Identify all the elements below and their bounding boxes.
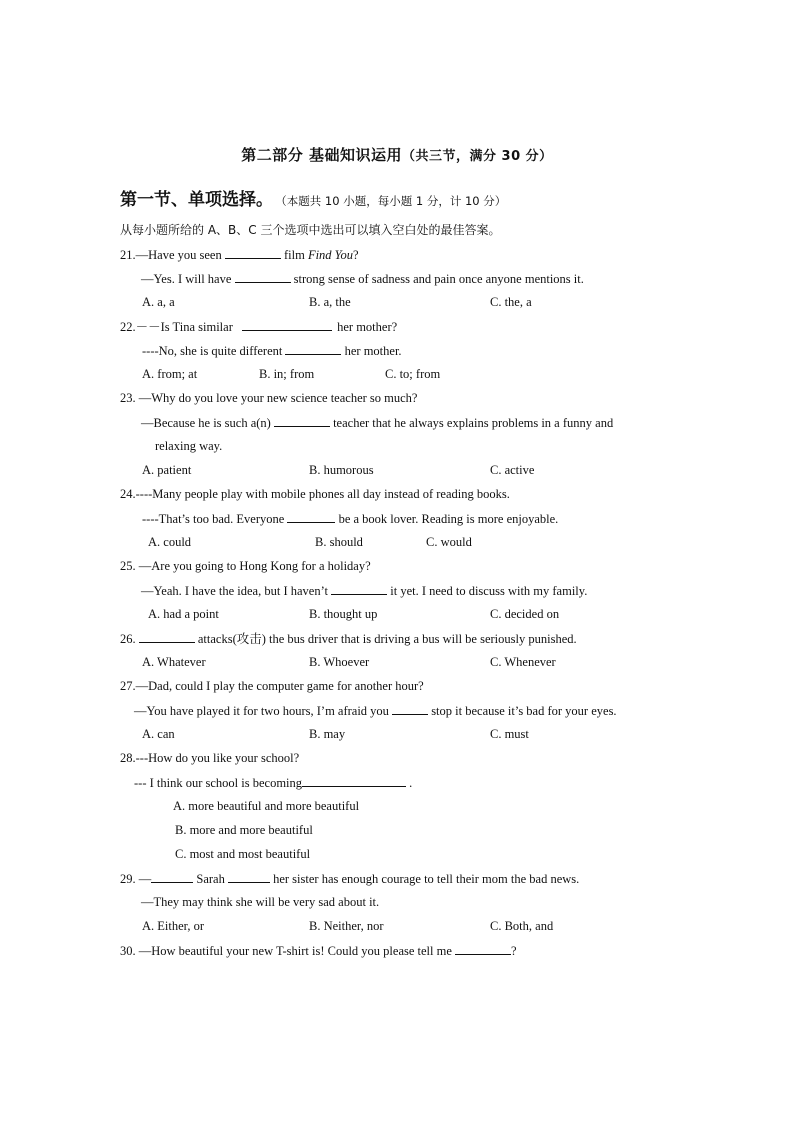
text: 29. — [120,872,152,886]
text: 21.—Have you seen [120,248,225,262]
question-29-line-1 [120,870,579,887]
option-c[interactable]: C. most and most beautiful [175,847,311,861]
text: ? [352,248,359,262]
text: her sister has enough courage to tell their mom the bad news. [269,872,580,886]
option-a[interactable]: A. more beautiful and more beautiful [173,799,360,813]
section-heading [120,185,506,210]
text: her mother? [334,320,398,334]
text: --- I think our school is becoming [134,776,303,790]
text: her mother. [341,344,402,358]
question-30-line-1 [120,942,517,959]
question-22-line-2 [142,342,402,359]
question-21-line-2 [141,270,584,287]
question-24-line-2 [142,510,558,527]
answer-blank [242,318,332,331]
question-22-line-1 [120,318,397,335]
answer-blank [225,246,281,259]
question-27-line-1: 27.—Dad, could I play the computer game for another hour? [120,679,424,693]
section-note: （本题共 10 小题，每小题 1 分，计 10 分） [281,194,507,208]
text: 26. [120,632,139,646]
option-a[interactable]: A. Either, or [142,919,204,933]
option-a[interactable]: A. had a point [148,607,219,621]
question-29-line-2: —They may think she will be very sad about it. [141,895,380,909]
part-subtitle: （共三节，满分 30 分） [402,149,553,164]
answer-blank [228,870,270,883]
text: attacks(攻击) the bus driver that is driving a bus will be seriously punished. [194,632,577,646]
text: strong sense of sadness and pain once anyone mentions it. [290,272,584,286]
text: ----That’s too bad. Everyone [142,512,288,526]
option-c[interactable]: C. Both, and [490,919,554,933]
text: —Because he is such a(n) [141,416,274,430]
text: Sarah [193,872,228,886]
text: ? [511,944,517,958]
option-b[interactable]: B. Whoever [309,655,370,669]
text: —Yeah. I have the idea, but I haven’t [141,584,332,598]
text: it yet. I need to discuss with my family. [387,584,588,598]
option-a[interactable]: A. could [148,535,192,549]
text: ----No, she is quite different [142,344,286,358]
text: 30. —How beautiful your new T-shirt is! Could you please tell me [120,944,456,958]
text: be a book lover. Reading is more enjoyable. [335,512,559,526]
option-b[interactable]: B. may [309,727,346,741]
option-c[interactable]: C. Whenever [490,655,556,669]
option-c[interactable]: C. the, a [490,295,532,309]
option-a[interactable]: A. can [142,727,175,741]
part-title [0,144,794,165]
answer-blank [235,270,291,283]
option-c[interactable]: C. decided on [490,607,560,621]
question-21-line-1 [120,246,359,263]
answer-blank [302,774,406,787]
text: 22.－－Is Tina similar [120,320,236,334]
option-b[interactable]: B. humorous [309,463,374,477]
text: —Yes. I will have [141,272,235,286]
text: film [280,248,308,262]
question-23-line-1: 23. —Why do you love your new science teacher so much? [120,391,418,405]
option-b[interactable]: B. in; from [259,367,315,381]
option-c[interactable]: C. would [426,535,472,549]
answer-blank [392,702,428,715]
text: stop it because it’s bad for your eyes. [428,704,617,718]
question-27-line-2 [134,702,617,719]
option-b[interactable]: B. should [315,535,363,549]
question-28-line-1: 28.---How do you like your school? [120,751,300,765]
answer-blank [287,510,335,523]
question-25-line-1: 25. —Are you going to Hong Kong for a holiday? [120,559,371,573]
option-b[interactable]: B. Neither, nor [309,919,384,933]
question-23-line-3: relaxing way. [155,439,223,453]
title-text: Find You [307,248,353,262]
question-26-line-1 [120,630,577,647]
question-25-line-2 [141,582,587,599]
answer-blank [151,870,193,883]
text: teacher that he always explains problems in a funny and [329,416,614,430]
option-b[interactable]: B. a, the [309,295,351,309]
question-24-line-1: 24.----Many people play with mobile phones all day instead of reading books. [120,487,510,501]
option-a[interactable]: A. from; at [142,367,198,381]
option-a[interactable]: A. Whatever [142,655,206,669]
text: . [406,776,413,790]
answer-blank [274,414,330,427]
answer-blank [331,582,387,595]
option-b[interactable]: B. thought up [309,607,378,621]
option-a[interactable]: A. patient [142,463,192,477]
option-c[interactable]: C. to; from [385,367,441,381]
option-b[interactable]: B. more and more beautiful [175,823,313,837]
section-instruction: 从每小题所给的 A、B、C 三个选项中选出可以填入空白处的最佳答案。 [120,223,501,237]
answer-blank [139,630,195,643]
option-c[interactable]: C. active [490,463,535,477]
part-title-text: 第二部分 基础知识运用 [241,146,403,164]
question-28-line-2 [134,774,412,791]
question-23-line-2 [141,414,613,431]
option-c[interactable]: C. must [490,727,529,741]
answer-blank [285,342,341,355]
answer-blank [455,942,511,955]
option-a[interactable]: A. a, a [142,295,175,309]
section-heading-text: 第一节、单项选择。 [120,190,273,210]
text: —You have played it for two hours, I’m afraid you [134,704,393,718]
